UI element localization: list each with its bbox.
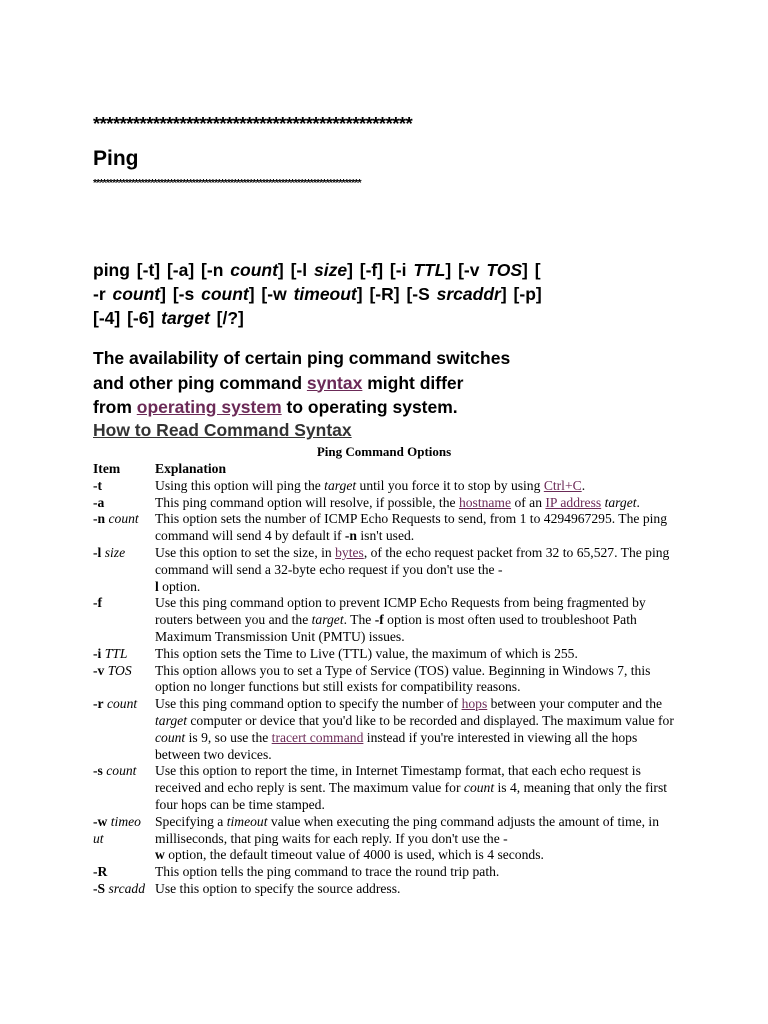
table-row	[93, 814, 683, 864]
page-title: Ping	[93, 147, 139, 170]
option-flag: -t	[93, 477, 103, 493]
explanation-cell	[155, 663, 683, 697]
availability-line-2	[93, 371, 693, 396]
syntax-param: count	[112, 284, 161, 304]
explanation-text: Specifying a	[155, 813, 227, 829]
explanation-text: Use this option to report the time, in Internet Timestamp format, that each echo request is received and echo reply is sent. The maximum value for	[155, 763, 641, 796]
explanation-text: This option sets the Time to Live (TTL) value, the maximum of which is 255.	[155, 645, 578, 661]
explanation-italic: target	[604, 494, 637, 510]
explanation-bold: -f	[374, 612, 384, 628]
table-caption: Ping Command Options	[316, 444, 452, 459]
option-cell	[93, 814, 155, 864]
availability-text: to operating system.	[281, 397, 458, 417]
option-argument: timeo	[110, 813, 141, 829]
syntax-text: ping	[93, 260, 137, 280]
explanation-text: This option tells the ping command to trace the round trip path.	[155, 864, 500, 880]
syntax-text: ] [	[522, 260, 541, 280]
explanation-cell	[155, 646, 683, 663]
ping-syntax	[93, 258, 693, 330]
option-flag: -s	[93, 763, 103, 779]
explanation-text: instead if you're interested in viewing all the hops between two devices.	[155, 729, 638, 762]
syntax-text: -r	[93, 284, 113, 304]
explanation-text: This ping command option will resolve, if possible, the	[155, 494, 459, 510]
explanation-text: This option sets the number of ICMP Echo Requests to send, from 1 to 4294967295. The ping command will send 4 by default if	[155, 511, 667, 544]
option-cell	[93, 663, 155, 697]
ctrl-c-link[interactable]: Ctrl+C	[543, 477, 582, 493]
column-header-explanation: Explanation	[155, 461, 227, 476]
explanation-italic: target	[155, 712, 187, 728]
option-flag: -v	[93, 662, 105, 678]
explanation-text: value when executing the ping command adjusts the amount of time, in milliseconds, that ping waits for each reply. If you don't use the -	[155, 813, 659, 846]
explanation-text: Use this ping command option to prevent ICMP Echo Requests from being fragmented by routers between you and the	[155, 595, 646, 628]
explanation-text: .	[581, 477, 586, 493]
option-flag: -a	[93, 494, 105, 510]
table-row	[93, 595, 683, 645]
table-row	[93, 663, 683, 697]
explanation-text: This option allows you to set a Type of Service (TOS) value. Beginning in Windows 7, this option no longer functions but still exists for compatibility reasons.	[155, 662, 651, 695]
option-argument: size	[104, 544, 126, 560]
operating-system-link[interactable]: operating system	[136, 397, 282, 417]
option-argument: count	[106, 696, 138, 712]
availability-line-3	[93, 395, 693, 420]
option-argument: count	[106, 763, 137, 779]
option-flag: -R	[93, 864, 108, 880]
syntax-param: TOS	[486, 260, 523, 280]
syntax-param: timeout	[293, 284, 357, 304]
syntax-param: size	[313, 260, 348, 280]
ip-address-link[interactable]: IP address	[545, 494, 602, 510]
option-cell	[93, 696, 155, 763]
table-row	[93, 478, 683, 495]
option-flag: -f	[93, 595, 103, 611]
syntax-param: TTL	[413, 260, 446, 280]
explanation-text: option.	[158, 578, 201, 594]
syntax-text: [/?]	[209, 308, 244, 328]
explanation-text: is 4, meaning that only the first four hops can be time stamped.	[155, 780, 668, 812]
explanation-italic: count	[155, 729, 186, 745]
option-argument: TTL	[104, 645, 128, 661]
table-row	[93, 696, 683, 763]
syntax-text: ] [-l	[277, 260, 314, 280]
option-flag: -S	[93, 880, 106, 896]
option-flag: -w	[93, 813, 108, 829]
option-flag: -n	[93, 511, 106, 527]
availability-text: might differ	[362, 372, 464, 393]
explanation-cell	[155, 763, 683, 813]
availability-line-1: The availability of certain ping command switches	[93, 348, 511, 368]
explanation-cell	[155, 881, 683, 898]
availability-text: from	[93, 397, 137, 417]
option-cell	[93, 646, 155, 663]
explanation-cell	[155, 495, 683, 512]
tracert-command-link[interactable]: tracert command	[271, 729, 364, 745]
explanation-cell	[155, 478, 683, 495]
explanation-italic: timeout	[226, 813, 268, 829]
explanation-text: of an	[511, 494, 546, 510]
syntax-text: ] [-p]	[500, 284, 542, 304]
option-cell	[93, 478, 155, 495]
column-header-item: Item	[93, 461, 121, 476]
explanation-text: isn't used.	[357, 528, 415, 544]
ping-options-table	[93, 461, 683, 898]
explanation-text: . The	[343, 612, 375, 628]
explanation-text: , of the echo request packet from 32 to 65,527. The ping command will send a 32-byte echo request if you don't use the -	[155, 544, 670, 577]
option-cell	[93, 864, 155, 881]
explanation-text: .	[636, 494, 640, 510]
explanation-text: Use this ping command option to specify the number of	[155, 696, 462, 712]
syntax-line-3	[93, 306, 693, 330]
explanation-text: Use this option to set the size, in	[155, 544, 336, 560]
syntax-param: count	[201, 284, 249, 304]
syntax-text: ] [-v	[445, 260, 487, 280]
syntax-text: ] [-s	[160, 284, 202, 304]
syntax-line-2	[93, 282, 693, 306]
explanation-text: is 9, so use the	[185, 729, 272, 745]
explanation-cell	[155, 595, 683, 645]
table-row	[93, 511, 683, 545]
syntax-param: count	[230, 260, 278, 280]
option-cell	[93, 495, 155, 512]
explanation-italic: target	[311, 612, 344, 628]
syntax-param: srcaddr	[436, 284, 501, 304]
option-cell	[93, 595, 155, 645]
availability-text: and other ping command	[93, 372, 307, 393]
hops-link[interactable]: hops	[461, 696, 488, 712]
hostname-link[interactable]: hostname	[458, 494, 512, 510]
option-flag: -l	[93, 544, 102, 560]
table-row	[93, 881, 683, 898]
option-argument: ut	[93, 830, 104, 846]
option-flag: -i	[93, 645, 102, 661]
explanation-italic: count	[463, 780, 495, 796]
syntax-param: target	[161, 308, 210, 328]
explanation-cell	[155, 511, 683, 545]
table-row	[93, 545, 683, 595]
syntax-text: [-4] [-6]	[93, 308, 162, 328]
option-cell	[93, 511, 155, 545]
explanation-text: option is most often used to troubleshoot Path Maximum Transmission Unit (PMTU) issues.	[155, 612, 637, 644]
explanation-bold: l	[155, 578, 159, 594]
asterisk-divider-top: ************************************************	[93, 113, 413, 134]
explanation-bold: w	[155, 847, 165, 863]
option-cell	[93, 881, 155, 898]
option-cell	[93, 763, 155, 813]
syntax-text: ] [-w	[248, 284, 294, 304]
explanation-text: option, the default timeout value of 4000 is used, which is 4 seconds.	[164, 847, 544, 863]
option-argument: srcadd	[108, 880, 145, 896]
explanation-text: Using this option will ping the	[155, 477, 325, 493]
explanation-cell	[155, 814, 683, 864]
explanation-italic: target	[324, 477, 357, 493]
table-row	[93, 763, 683, 813]
explanation-bold: -n	[344, 528, 357, 544]
option-argument: TOS	[107, 662, 132, 678]
explanation-cell	[155, 864, 683, 881]
asterisk-divider-bottom: ************************************************************************************	[93, 177, 361, 189]
explanation-cell	[155, 545, 683, 595]
explanation-text: until you force it to stop by using	[356, 477, 544, 493]
explanation-cell	[155, 696, 683, 763]
syntax-text: [-t] [-a] [-n	[136, 260, 231, 280]
table-header-row	[93, 461, 683, 478]
table-row	[93, 646, 683, 663]
explanation-text: Use this option to specify the source address.	[155, 880, 401, 896]
table-row	[93, 495, 683, 512]
availability-note	[93, 346, 693, 420]
option-argument: count	[108, 511, 139, 527]
explanation-text: between your computer and the	[487, 696, 663, 712]
option-flag: -r	[93, 696, 104, 712]
syntax-link[interactable]: syntax	[306, 372, 363, 393]
syntax-text: ] [-R] [-S	[356, 284, 437, 304]
syntax-text: ] [-f] [-i	[347, 260, 414, 280]
explanation-text: computer or device that you'd like to be recorded and displayed. The maximum value for	[186, 712, 674, 728]
bytes-link[interactable]: bytes	[335, 544, 364, 560]
how-to-read-syntax-link[interactable]: How to Read Command Syntax	[93, 420, 352, 440]
syntax-line-1	[93, 258, 693, 282]
option-cell	[93, 545, 155, 595]
table-row	[93, 864, 683, 881]
